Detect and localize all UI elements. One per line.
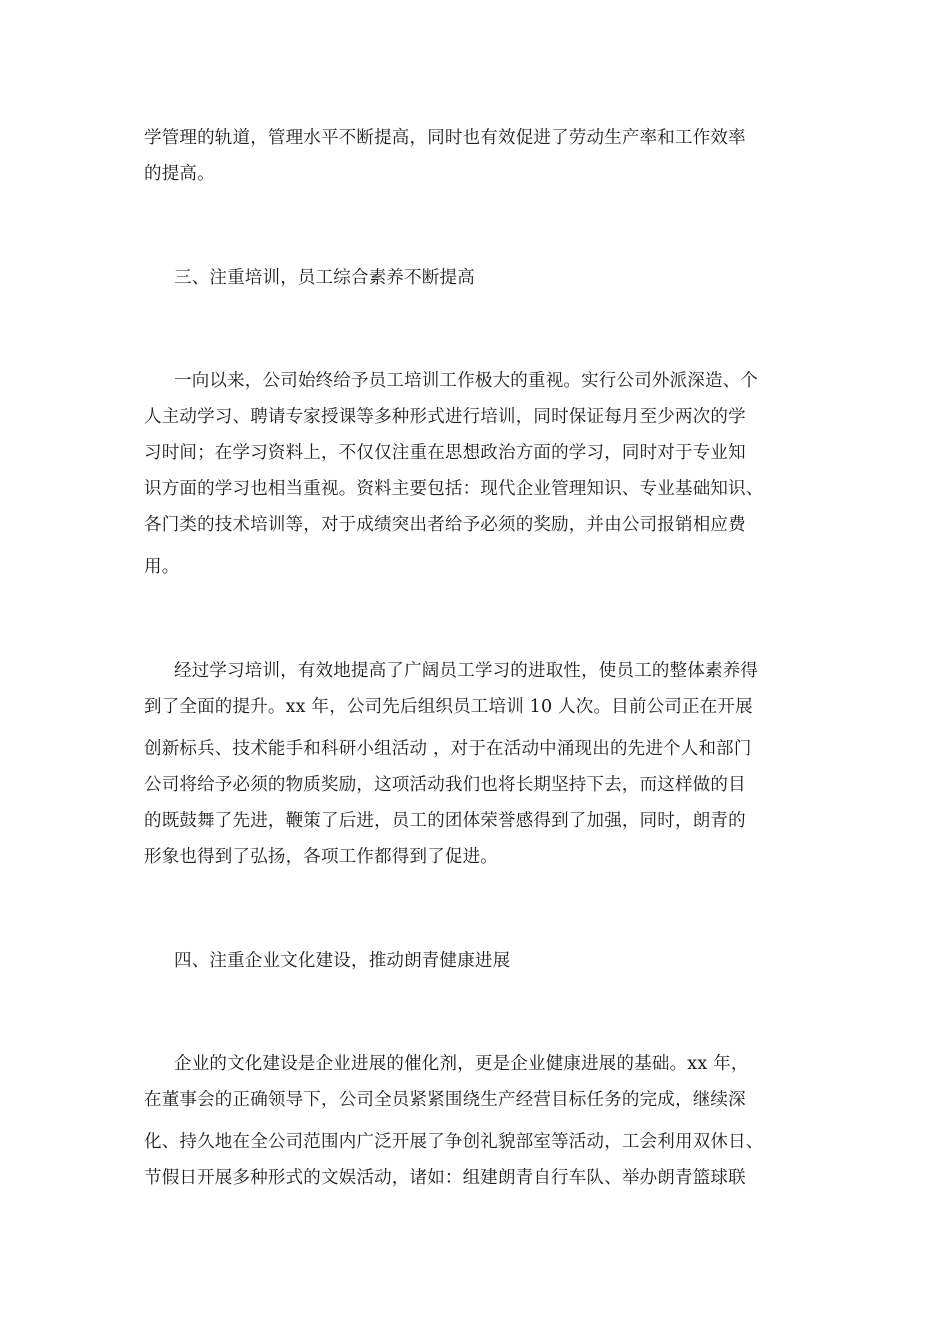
body-line: 化、持久地在全公司范围内广泛开展了争创礼貌部室等活动，工会利用双休日、 <box>144 1132 764 1152</box>
body-line: 形象也得到了弘扬，各项工作都得到了促进。 <box>144 847 498 867</box>
body-line: 的提高。 <box>144 164 215 184</box>
body-line: 识方面的学习也相当重视。资料主要包括：现代企业管理知识、专业基础知识、 <box>144 479 764 499</box>
body-line: 节假日开展多种形式的文娱活动，诸如：组建朗青自行车队、举办朗青篮球联 <box>144 1168 746 1188</box>
body-line: 企业的文化建设是企业进展的催化剂，更是企业健康进展的基础。xx 年， <box>174 1054 749 1074</box>
body-line: 一向以来，公司始终给予员工培训工作极大的重视。实行公司外派深造、个 <box>174 371 759 391</box>
body-line: 到了全面的提升。xx 年，公司先后组织员工培训 10 人次。目前公司正在开展 <box>144 697 753 717</box>
body-line: 用。 <box>144 557 180 577</box>
body-line: 人主动学习、聘请专家授课等多种形式进行培训，同时保证每月至少两次的学 <box>144 407 746 427</box>
body-line: 创新标兵、技术能手和科研小组活动 ，对于在活动中涌现出的先进个人和部门 <box>144 739 752 759</box>
body-line: 公司将给予必须的物质奖励，这项活动我们也将长期坚持下去，而这样做的目 <box>144 775 746 795</box>
section-heading-4: 四、注重企业文化建设，推动朗青健康进展 <box>174 951 511 971</box>
section-heading-3: 三、注重培训，员工综合素养不断提高 <box>174 268 475 288</box>
body-line: 学管理的轨道，管理水平不断提高，同时也有效促进了劳动生产率和工作效率 <box>144 128 746 148</box>
body-line: 经过学习培训，有效地提高了广阔员工学习的进取性，使员工的整体素养得 <box>174 661 759 681</box>
body-line: 习时间；在学习资料上，不仅仅注重在思想政治方面的学习，同时对于专业知 <box>144 443 746 463</box>
body-line: 的既鼓舞了先进，鞭策了后进，员工的团体荣誉感得到了加强，同时，朗青的 <box>144 811 746 831</box>
body-line: 在董事会的正确领导下，公司全员紧紧围绕生产经营目标任务的完成，继续深 <box>144 1090 746 1110</box>
body-line: 各门类的技术培训等，对于成绩突出者给予必须的奖励，并由公司报销相应费 <box>144 515 746 535</box>
